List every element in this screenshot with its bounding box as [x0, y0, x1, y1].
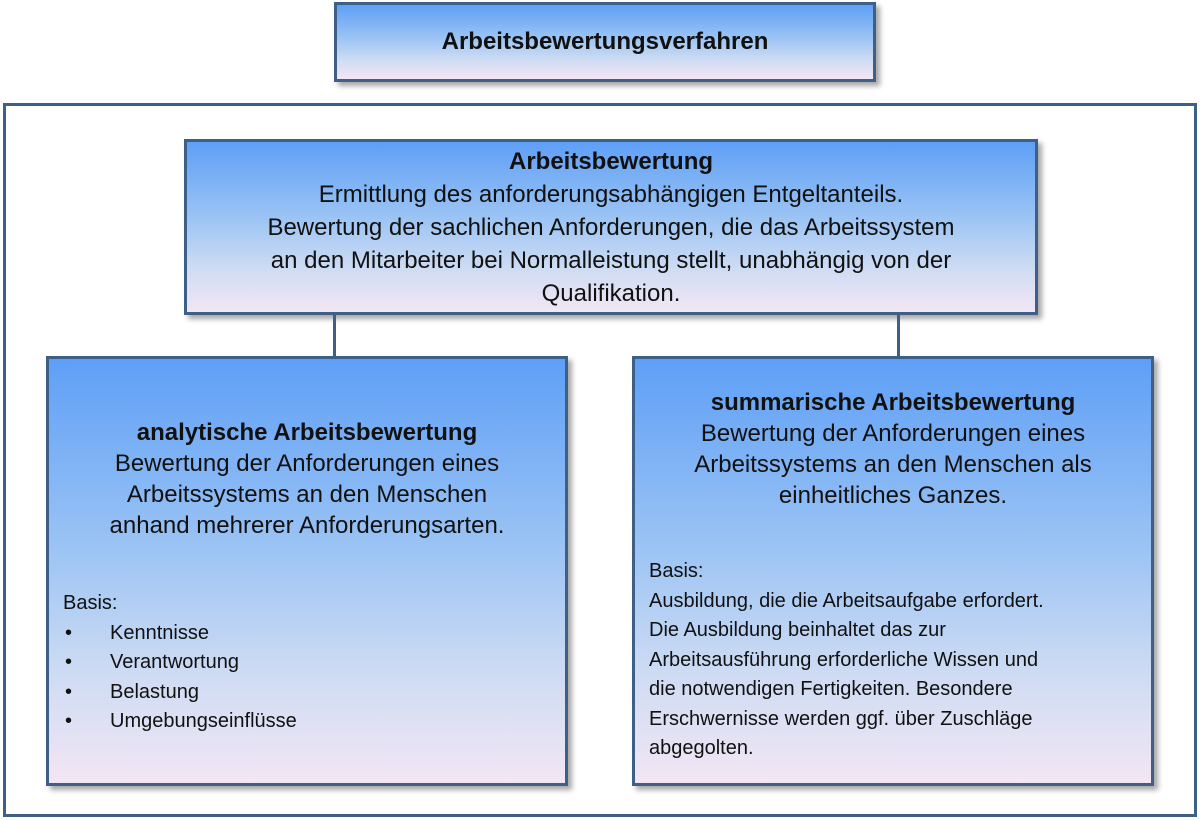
basis-text-line: Arbeitsausführung erforderliche Wissen und: [649, 648, 1039, 671]
list-item: • Umgebungseinflüsse: [63, 707, 297, 737]
list-item: • Kenntnisse: [63, 619, 297, 649]
title-box: [334, 2, 876, 82]
summarische-basis: [649, 557, 1044, 764]
summarische-line: Arbeitssystems an den Menschen als: [694, 451, 1092, 478]
arbeitsbewertung-line: an den Mitarbeiter bei Normalleistung stellt, unabhängig von der: [270, 247, 952, 274]
arbeitsbewertung-line: Qualifikation.: [541, 280, 681, 307]
analytische-description: [49, 417, 565, 541]
summarische-description: [635, 387, 1151, 511]
basis-label: Basis:: [649, 560, 704, 582]
summarische-box: [632, 356, 1154, 786]
basis-text-line: Erschwernisse werden ggf. über Zuschläge: [649, 707, 1033, 730]
diagram-title: Arbeitsbewertungsverfahren: [441, 28, 769, 55]
basis-text-line: abgegolten.: [649, 737, 754, 759]
analytische-box: [46, 356, 568, 786]
arbeitsbewertung-box: [184, 139, 1038, 315]
connector-right: [897, 315, 900, 356]
basis-text-line: Ausbildung, die die Arbeitsaufgabe erfordert.: [649, 589, 1044, 612]
arbeitsbewertung-heading: Arbeitsbewertung: [508, 148, 714, 175]
basis-list: [63, 619, 297, 737]
summarische-line: Bewertung der Anforderungen eines: [700, 420, 1086, 447]
basis-text-line: die notwendigen Fertigkeiten. Besondere: [649, 678, 1013, 700]
basis-text-line: Die Ausbildung beinhaltet das zur: [649, 619, 946, 641]
summarische-heading: summarische Arbeitsbewertung: [710, 389, 1076, 416]
analytische-line: Arbeitssystems an den Menschen: [126, 481, 488, 508]
arbeitsbewertung-line: Bewertung der sachlichen Anforderungen, die das Arbeitssystem: [267, 214, 955, 241]
analytische-basis: [63, 589, 297, 737]
arbeitsbewertung-line: Ermittlung des anforderungsabhängigen Entgeltanteils.: [318, 181, 904, 208]
list-item: • Belastung: [63, 678, 297, 708]
basis-label: Basis:: [63, 592, 118, 614]
summarische-line: einheitliches Ganzes.: [778, 482, 1008, 509]
analytische-heading: analytische Arbeitsbewertung: [136, 419, 478, 446]
analytische-line: Bewertung der Anforderungen eines: [114, 450, 500, 477]
connector-left: [333, 315, 336, 356]
analytische-line: anhand mehrerer Anforderungsarten.: [109, 512, 505, 539]
list-item: • Verantwortung: [63, 648, 297, 678]
